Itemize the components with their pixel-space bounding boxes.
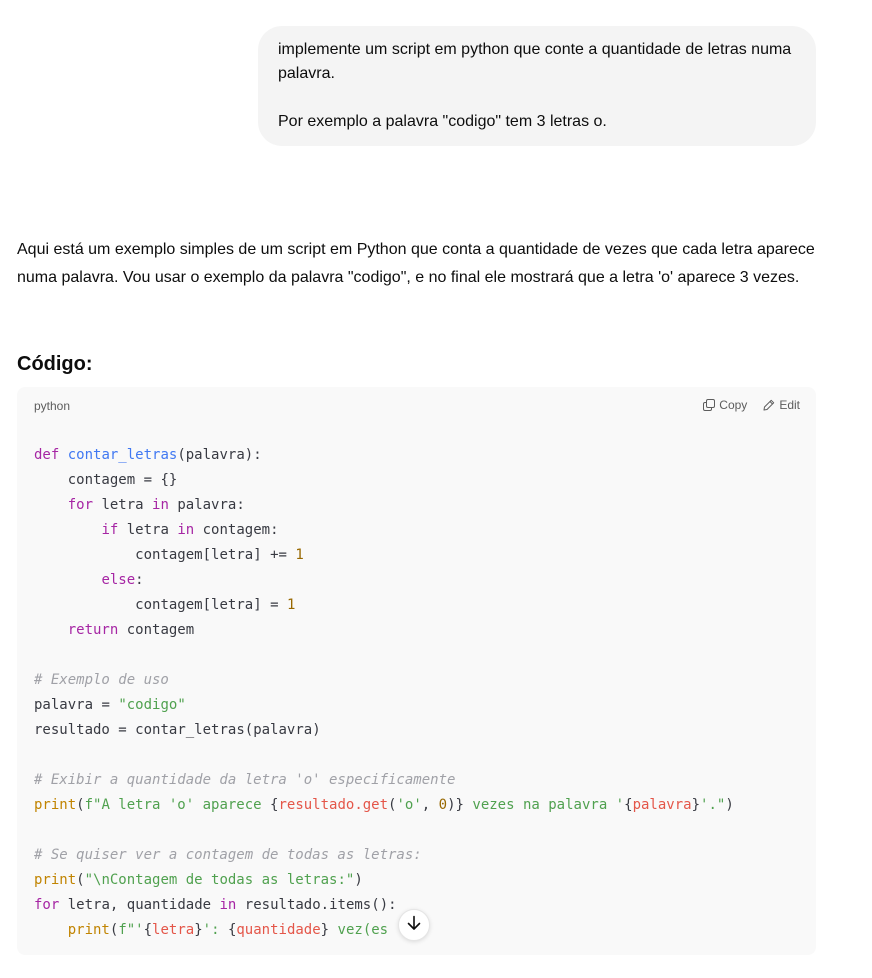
code-token: ) — [725, 797, 734, 813]
code-token: contagem — [67, 472, 136, 488]
code-token: { — [160, 472, 169, 488]
code-token — [211, 897, 219, 913]
code-token: + — [270, 547, 279, 563]
code-line — [34, 472, 177, 488]
code-token — [34, 472, 68, 488]
code-token: contagem — [126, 622, 195, 638]
code-token — [34, 547, 135, 563]
code-token — [59, 897, 67, 913]
code-token: def — [34, 447, 60, 463]
code-token: ) — [447, 797, 456, 813]
code-token: . — [320, 897, 330, 913]
code-token: palavra — [177, 497, 237, 513]
code-token — [118, 622, 126, 638]
code-token — [118, 897, 126, 913]
code-token: items — [329, 897, 372, 913]
code-token: ( — [244, 722, 254, 738]
code-actions — [703, 398, 800, 412]
code-token: ( — [388, 797, 397, 813]
code-line — [34, 447, 262, 463]
code-token: = — [118, 722, 127, 738]
code-token: : — [388, 897, 397, 913]
code-line — [34, 597, 295, 613]
code-token: { — [227, 922, 237, 938]
code-token: = — [143, 472, 153, 488]
code-token: 0 — [438, 797, 448, 813]
code-token: resultado — [244, 897, 321, 913]
code-token: ] — [253, 547, 262, 563]
code-token: palavra — [185, 447, 245, 463]
code-token: contagem — [135, 597, 203, 613]
code-token: letra — [67, 897, 110, 913]
code-token — [34, 572, 101, 588]
code-token: ] — [253, 597, 262, 613]
code-token: f"A letra 'o' aparece — [84, 797, 271, 813]
code-token: 'o' — [396, 797, 422, 813]
code-token: = — [270, 597, 279, 613]
copy-code-button[interactable] — [703, 398, 747, 412]
code-token: resultado.get — [278, 797, 389, 813]
code-section-heading: Código: — [17, 353, 93, 375]
code-token — [262, 597, 270, 613]
code-token — [34, 522, 101, 538]
code-line — [34, 622, 194, 638]
user-message-line: implemente um script em python que conte a quantidade de letras numa palavra. — [278, 41, 792, 82]
code-line — [34, 697, 186, 713]
assistant-intro-text: Aqui está um exemplo simples de um script em Python que conta a quantidade de vezes que cada letra aparece numa palavra. Vou usar o exemplo da palavra "codigo", e no final ele mostrará que a letra 'o' aparece 3 vezes. — [17, 241, 815, 286]
code-token — [118, 522, 126, 538]
code-token: print — [67, 922, 110, 938]
code-line — [34, 497, 245, 513]
code-token: palavra — [632, 797, 692, 813]
code-token: contar_letras — [67, 447, 178, 463]
code-token: { — [624, 797, 633, 813]
code-token: } — [320, 922, 330, 938]
code-token — [144, 497, 152, 513]
code-token: = — [278, 547, 287, 563]
code-token: # Se quiser ver a contagem de todas as letras: — [34, 847, 422, 863]
code-token: { — [270, 797, 279, 813]
code-token: { — [143, 922, 153, 938]
code-token: else — [101, 572, 136, 588]
code-token: ( — [109, 922, 119, 938]
code-content — [34, 443, 734, 943]
code-line — [34, 547, 304, 563]
code-token — [34, 922, 68, 938]
code-token: ( — [76, 872, 85, 888]
code-token — [236, 897, 244, 913]
code-token: quantidade — [236, 922, 321, 938]
code-token: letra — [101, 497, 144, 513]
code-token: 1 — [286, 597, 296, 613]
code-token: ': — [202, 922, 228, 938]
code-token: vezes na palavra ' — [463, 797, 625, 813]
code-token: ) — [244, 447, 254, 463]
code-token: for — [67, 497, 94, 513]
code-token: palavra — [253, 722, 313, 738]
code-token: letra — [152, 922, 195, 938]
code-token — [135, 472, 143, 488]
code-token: contagem — [135, 547, 203, 563]
code-token: ) — [379, 897, 389, 913]
code-block-header — [17, 387, 816, 425]
code-token: [ — [202, 597, 212, 613]
code-token: f"' — [118, 922, 144, 938]
code-token: '." — [700, 797, 726, 813]
code-token: print — [34, 797, 77, 813]
code-token: [ — [202, 547, 212, 563]
code-token: 1 — [295, 547, 304, 563]
code-token: palavra — [34, 697, 94, 713]
code-token — [127, 722, 135, 738]
code-token: : — [253, 447, 262, 463]
code-language-label: python — [34, 399, 71, 413]
code-token: # Exibir a quantidade da letra 'o' especificamente — [34, 772, 456, 788]
code-token: # Exemplo de uso — [34, 672, 169, 688]
code-line — [34, 572, 144, 588]
code-token: print — [34, 872, 77, 888]
code-token: in — [219, 897, 237, 913]
code-token: letra — [211, 547, 254, 563]
code-token: for — [34, 897, 60, 913]
code-token: ) — [312, 722, 321, 738]
code-token: ( — [177, 447, 186, 463]
arrow-down-icon — [407, 915, 421, 936]
code-token — [59, 447, 67, 463]
code-token — [279, 597, 287, 613]
code-line — [34, 847, 422, 863]
code-token: "\nContagem de todas as letras:" — [84, 872, 355, 888]
copy-label: Copy — [719, 398, 748, 412]
code-token: } — [194, 922, 203, 938]
code-token: } — [168, 472, 178, 488]
code-token: : — [236, 497, 245, 513]
user-message-line: Por exemplo a palavra "codigo" tem 3 letras o. — [278, 113, 607, 130]
code-block — [17, 387, 816, 955]
copy-icon — [703, 399, 715, 411]
code-token: ( — [371, 897, 380, 913]
code-token: , — [421, 797, 431, 813]
code-token — [430, 797, 438, 813]
code-line — [34, 872, 363, 888]
code-token: contagem — [202, 522, 271, 538]
code-token: letra — [126, 522, 169, 538]
code-token: contar_letras — [135, 722, 245, 738]
code-token: ( — [76, 797, 85, 813]
code-line — [34, 722, 321, 738]
code-token — [34, 497, 68, 513]
code-token — [34, 597, 135, 613]
code-token: } — [455, 797, 464, 813]
code-token: = — [101, 697, 110, 713]
code-token: return — [67, 622, 119, 638]
edit-code-button[interactable] — [763, 398, 800, 412]
code-token: vez(es — [329, 922, 389, 938]
code-token: quantidade — [126, 897, 212, 913]
scroll-to-bottom-button[interactable] — [398, 909, 430, 941]
code-token: resultado — [34, 722, 110, 738]
code-token: ) — [354, 872, 363, 888]
code-token — [34, 622, 68, 638]
edit-label: Edit — [779, 398, 800, 412]
code-line — [34, 797, 734, 813]
code-line — [34, 522, 279, 538]
code-line — [34, 672, 169, 688]
code-token: , — [109, 897, 119, 913]
edit-icon — [763, 399, 775, 411]
code-line — [34, 897, 397, 913]
code-token — [194, 522, 202, 538]
code-line — [34, 922, 388, 938]
code-token: in — [177, 522, 195, 538]
code-token: } — [691, 797, 701, 813]
code-token: : — [270, 522, 279, 538]
code-token: if — [101, 522, 119, 538]
code-token — [262, 547, 270, 563]
user-message-bubble — [258, 26, 816, 146]
code-token: "codigo" — [118, 697, 186, 713]
code-token: : — [135, 572, 144, 588]
code-token: letra — [211, 597, 254, 613]
code-token: in — [152, 497, 169, 513]
code-line — [34, 772, 455, 788]
